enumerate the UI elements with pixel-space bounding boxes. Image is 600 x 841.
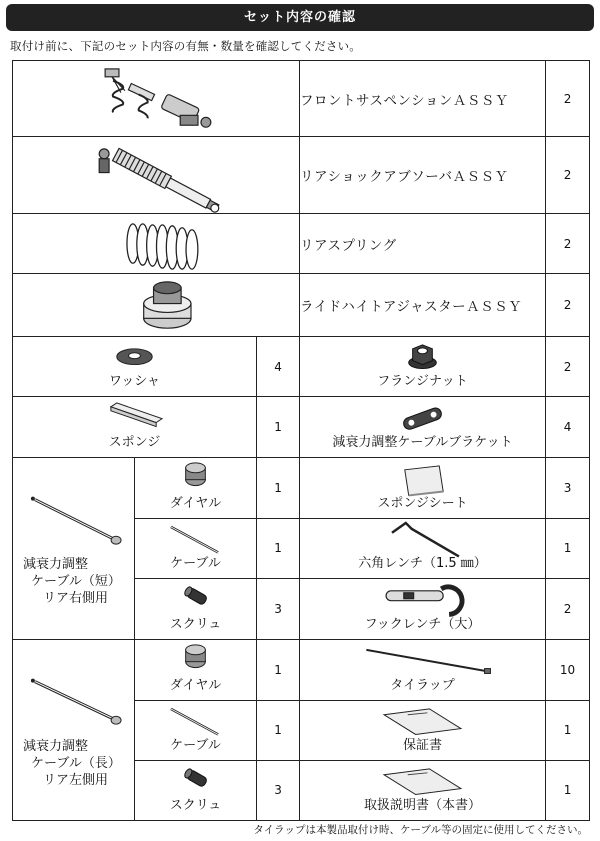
front-suspension-icon: [13, 61, 299, 136]
table-row: [13, 337, 590, 397]
screw-cell: [135, 578, 257, 639]
table-row: [13, 397, 590, 457]
part-qty: 4: [257, 337, 300, 397]
part-qty: 2: [546, 337, 590, 397]
part-qty: 3: [546, 457, 590, 518]
part-qty: 1: [546, 760, 590, 820]
sponge-sheet-cell: [300, 457, 546, 518]
cable-long-cell: [13, 639, 135, 820]
table-row: [13, 214, 590, 274]
part-qty: 4: [546, 397, 590, 457]
part-qty: 3: [257, 760, 300, 820]
part-qty: 3: [257, 578, 300, 639]
part-qty: 1: [257, 639, 300, 700]
parts-table: [12, 60, 590, 821]
part-qty: 1: [546, 700, 590, 760]
part-name: ライドハイトアジャスターＡＳＳＹ: [300, 274, 546, 337]
cable-long-label: 減衰力調整 ケーブル（長） リア左側用: [23, 738, 121, 788]
part-name: ケーブル: [170, 737, 221, 753]
part-name: タイラップ: [390, 677, 455, 693]
part-name: ケーブル: [170, 555, 221, 571]
part-qty: 2: [546, 61, 590, 137]
table-row: [13, 274, 590, 337]
flange-nut-cell: [300, 337, 546, 397]
part-qty: 2: [546, 137, 590, 214]
part-name: スクリュ: [169, 798, 222, 813]
part-qty: 1: [257, 457, 300, 518]
part-name: リアショックアブソーバＡＳＳＹ: [300, 137, 546, 214]
part-name: 減衰力調整ケーブルブラケット: [332, 434, 513, 450]
part-name: 六角レンチ（1.5 ㎜）: [358, 555, 487, 571]
dial-cell: [135, 639, 257, 700]
warranty-cell: [300, 700, 546, 760]
part-qty: 1: [257, 700, 300, 760]
part-name: ダイヤル: [169, 677, 222, 693]
image-cell: [13, 61, 300, 137]
cable-cell: [135, 700, 257, 760]
rear-shock-icon: [13, 137, 299, 213]
part-name: フランジナット: [377, 374, 468, 390]
ride-height-adjuster-icon: [13, 274, 299, 336]
part-qty: 1: [257, 397, 300, 457]
image-cell: [13, 137, 300, 214]
part-qty: 10: [546, 639, 590, 700]
part-qty: 2: [546, 214, 590, 274]
screw-cell: [135, 760, 257, 820]
tie-wrap-cell: [300, 639, 546, 700]
bracket-cell: [300, 397, 546, 457]
cable-short-cell: [13, 457, 135, 639]
manual-cell: [300, 760, 546, 820]
part-name: ワッシャ: [108, 374, 161, 390]
image-cell: [13, 214, 300, 274]
intro-text: 取付け前に、下記のセット内容の有無・数量を確認してください。: [10, 39, 361, 53]
rear-spring-icon: [13, 214, 299, 273]
part-qty: 2: [546, 274, 590, 337]
sponge-cell: [13, 397, 257, 457]
table-row: [13, 137, 590, 214]
part-name: スポンジ: [108, 434, 161, 450]
part-name: ダイヤル: [169, 495, 222, 511]
hook-wrench-cell: [300, 578, 546, 639]
part-name: 取扱説明書（本書）: [364, 798, 482, 813]
cable-cell: [135, 518, 257, 578]
cable-long-icon: [13, 640, 134, 820]
dial-cell: [135, 457, 257, 518]
part-name: リアスプリング: [300, 214, 546, 274]
table-row: [13, 61, 590, 137]
part-name: フックレンチ（大）: [364, 616, 481, 632]
part-qty: 1: [257, 518, 300, 578]
part-name: 保証書: [403, 737, 443, 753]
hex-wrench-cell: [300, 518, 546, 578]
part-name: フロントサスペンションＡＳＳＹ: [300, 61, 546, 137]
washer-cell: [13, 337, 257, 397]
page-header: セット内容の確認: [6, 4, 594, 31]
part-qty: 2: [546, 578, 590, 639]
part-name: スクリュ: [169, 616, 222, 632]
part-name: スポンジシート: [377, 495, 468, 511]
cable-short-label: 減衰力調整 ケーブル（短） リア右側用: [23, 556, 121, 606]
cable-short-icon: [13, 458, 134, 639]
image-cell: [13, 274, 300, 337]
part-qty: 1: [546, 518, 590, 578]
table-row: [13, 457, 590, 518]
footer-note: タイラップは本製品取付け時、ケーブル等の固定に使用してください。: [253, 824, 588, 836]
table-row: [13, 639, 590, 700]
